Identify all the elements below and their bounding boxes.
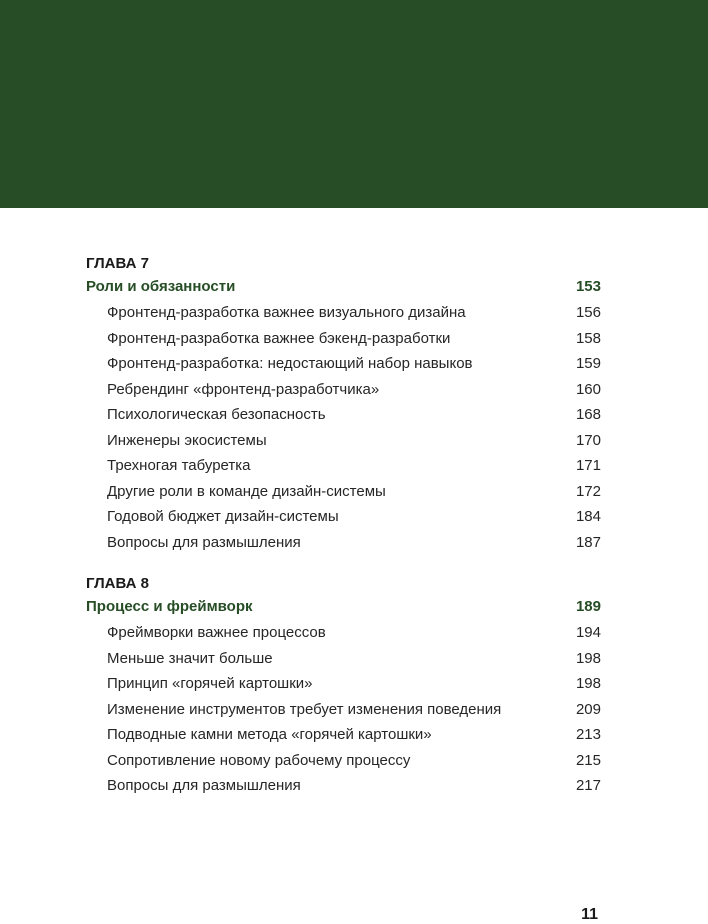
chapter-page: 189 xyxy=(575,598,601,615)
chapter-label: ГЛАВА 8 xyxy=(86,575,149,592)
toc-entry[interactable] xyxy=(86,748,601,774)
toc-entry-title: Меньше значит больше xyxy=(107,649,273,667)
toc-chapter-8 xyxy=(86,574,601,799)
toc-entry-page: 184 xyxy=(575,508,601,525)
chapter-page: 153 xyxy=(575,278,601,295)
toc-entry-page: 198 xyxy=(575,675,601,692)
toc-entry-title: Трехногая табуретка xyxy=(107,457,251,474)
toc-entry[interactable] xyxy=(86,428,601,454)
toc-entry[interactable] xyxy=(86,697,601,723)
chapter-title-row[interactable] xyxy=(86,594,601,620)
toc-entry-page: 171 xyxy=(575,457,601,474)
chapter-title: Процесс и фреймворк xyxy=(86,598,253,615)
toc-entry-title: Годовой бюджет дизайн-системы xyxy=(107,508,339,525)
toc-entry-title: Вопросы для размышления xyxy=(107,777,301,794)
toc-entry[interactable] xyxy=(86,479,601,505)
toc-entry[interactable] xyxy=(86,722,601,748)
toc-entry[interactable] xyxy=(86,530,601,556)
toc-entry[interactable] xyxy=(86,326,601,352)
toc-entry[interactable] xyxy=(86,620,601,646)
toc-entry-title: Фронтенд-разработка важнее визуального дизайна xyxy=(107,304,466,321)
toc-entry-title: Инженеры экосистемы xyxy=(107,431,267,449)
toc-entry-page: 209 xyxy=(575,700,601,718)
toc-entry-title: Ребрендинг «фронтенд-разработчика» xyxy=(107,380,380,398)
toc-entry-page: 194 xyxy=(575,624,601,641)
toc-entry-title: Вопросы для размышления xyxy=(107,533,301,551)
toc-entry[interactable] xyxy=(86,300,601,326)
toc-entry-page: 213 xyxy=(575,726,601,743)
chapter-title-row[interactable] xyxy=(86,274,601,300)
toc-entry-title: Психологическая безопасность xyxy=(107,406,326,423)
toc-entry-page: 217 xyxy=(575,777,601,794)
toc-entry-title: Фронтенд-разработка: недостающий набор навыков xyxy=(107,355,473,372)
toc-entry-title: Принцип «горячей картошки» xyxy=(107,675,313,692)
toc-entry-page: 168 xyxy=(575,406,601,423)
toc-entry[interactable] xyxy=(86,646,601,672)
toc-entry-title: Изменение инструментов требует изменения поведения xyxy=(107,700,502,718)
toc-entry-title: Сопротивление новому рабочему процессу xyxy=(107,751,411,769)
toc-entry-page: 158 xyxy=(575,329,601,347)
toc-entry-title: Другие роли в команде дизайн-системы xyxy=(107,482,386,500)
toc-entry[interactable] xyxy=(86,453,601,479)
toc-entry-page: 198 xyxy=(575,649,601,667)
toc-entry-page: 159 xyxy=(575,355,601,372)
toc-entry-title: Подводные камни метода «горячей картошки» xyxy=(107,726,432,743)
toc-entry[interactable] xyxy=(86,671,601,697)
toc-entry-title: Фреймворки важнее процессов xyxy=(107,624,326,641)
chapter-label: ГЛАВА 7 xyxy=(86,255,149,272)
toc-entry-page: 170 xyxy=(575,431,601,449)
toc-entry[interactable] xyxy=(86,773,601,799)
toc-entry-page: 156 xyxy=(575,304,601,321)
toc-entry-title: Фронтенд-разработка важнее бэкенд-разработки xyxy=(107,329,451,347)
toc-entry-page: 215 xyxy=(575,751,601,769)
toc-chapter-7 xyxy=(86,254,601,555)
toc-entry-page: 160 xyxy=(575,380,601,398)
header-band xyxy=(0,0,708,208)
toc-entry[interactable] xyxy=(86,377,601,403)
toc-entry-page: 172 xyxy=(575,482,601,500)
toc-entry[interactable] xyxy=(86,351,601,377)
toc-entry[interactable] xyxy=(86,504,601,530)
toc-entry[interactable] xyxy=(86,402,601,428)
page-number: 11 xyxy=(581,906,598,923)
toc-entry-page: 187 xyxy=(575,533,601,551)
chapter-title: Роли и обязанности xyxy=(86,278,236,295)
